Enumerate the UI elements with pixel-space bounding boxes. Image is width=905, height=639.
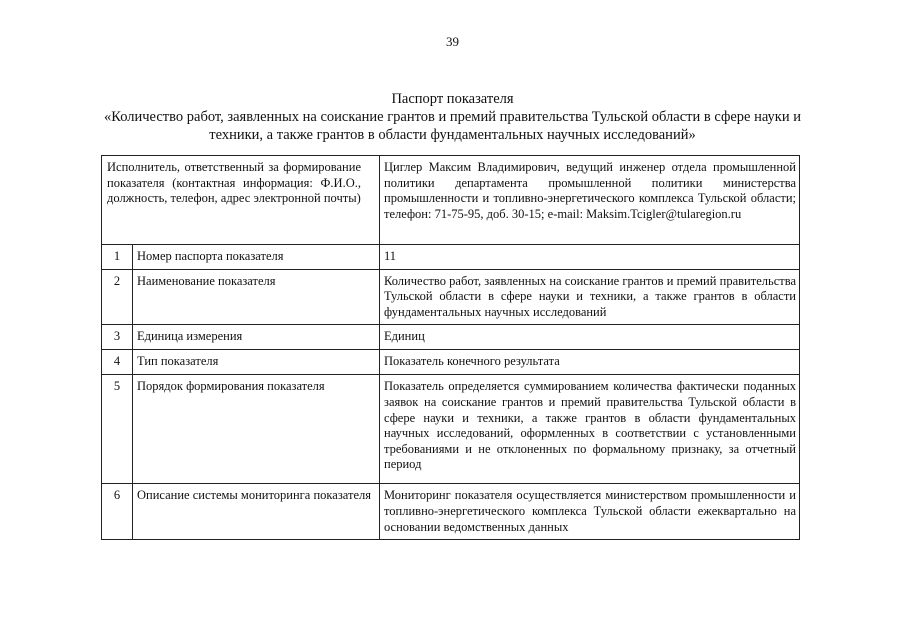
title-line-2: «Количество работ, заявленных на соискание грантов и премий правительства Тульской области в сфере науки и — [104, 109, 801, 125]
row-number-cell: 6 — [102, 484, 133, 540]
row-name-cell: Порядок формирования показателя — [133, 375, 380, 484]
title-line-1: Паспорт показателя — [391, 91, 514, 107]
row-name-cell: Тип показателя — [133, 350, 380, 375]
row-name-cell: Единица измерения — [133, 325, 380, 350]
table-row-executor — [102, 156, 800, 245]
row-number-cell: 3 — [102, 325, 133, 350]
row-name-cell: Описание системы мониторинга показателя — [133, 484, 380, 540]
row-name-cell: Номер паспорта показателя — [133, 245, 380, 270]
table-row — [102, 269, 800, 325]
title-line-3: техники, а также грантов в области фундаментальных научных исследований» — [209, 127, 696, 143]
row-value-cell: Единиц — [380, 325, 800, 350]
table-row — [102, 325, 800, 350]
page-number: 39 — [446, 34, 459, 49]
table-row — [102, 484, 800, 540]
row-value-cell: 11 — [380, 245, 800, 270]
row-value-cell: Количество работ, заявленных на соискание грантов и премий правительства Тульской области в сфере науки и техники, а также грантов в области фундаментальных научных исследований — [380, 269, 800, 325]
table-row — [102, 375, 800, 484]
row-number-cell: 4 — [102, 350, 133, 375]
row-number-cell: 5 — [102, 375, 133, 484]
table-row — [102, 245, 800, 270]
document-title — [80, 90, 825, 144]
row-value-cell: Показатель конечного результата — [380, 350, 800, 375]
row-number-cell: 1 — [102, 245, 133, 270]
row-value-cell: Показатель определяется суммированием количества фактически поданных заявок на соискание грантов и премий правительства Тульской области в сфере науки и техники, а также грантов в области фундаментальных научных исследований, оформленных в соответствии с установленными требованиями и не отклоненных по формальному признаку, за отчетный период — [380, 375, 800, 484]
row-name-cell: Наименование показателя — [133, 269, 380, 325]
row-number-cell: 2 — [102, 269, 133, 325]
indicator-passport-table — [101, 155, 800, 540]
row-value-cell: Мониторинг показателя осуществляется министерством промышленности и топливно-энергетического комплекса Тульской области ежеквартально на основании ведомственных данных — [380, 484, 800, 540]
table-row — [102, 350, 800, 375]
executor-label-cell: Исполнитель, ответственный за формирование показателя (контактная информация: Ф.И.О., должность, телефон, адрес электронной почты) — [102, 156, 380, 245]
executor-value-cell: Циглер Максим Владимирович, ведущий инженер отдела промышленной политики департамента промышленной политики министерства промышленности и топливно-энергетического комплекса Тульской области; телефон: 71-75-95, доб. 30-15; e-mail: Maksim.Tcigler@tularegion.ru — [380, 156, 800, 245]
